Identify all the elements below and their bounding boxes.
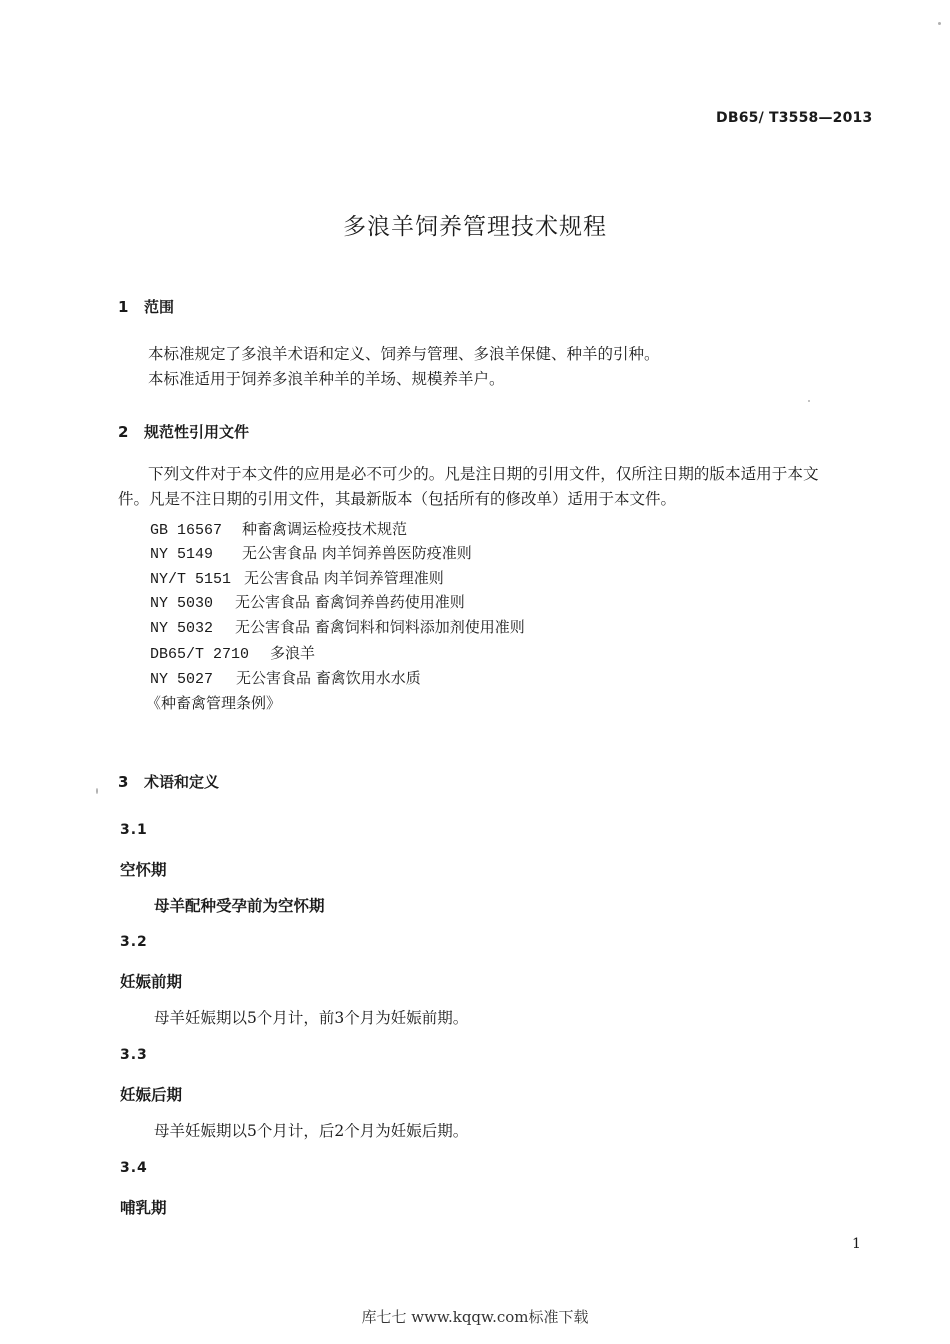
reference-name: 无公害食品 肉羊饲养管理准则 — [244, 569, 444, 587]
scan-speck — [938, 22, 941, 25]
reference-name: 无公害食品 肉羊饲养兽医防疫准则 — [242, 544, 472, 562]
section-1-number: 1 — [118, 298, 129, 316]
reference-name: 种畜禽调运检疫技术规范 — [242, 520, 408, 538]
term-name: 哺乳期 — [120, 1198, 167, 1217]
reference-item — [150, 667, 421, 688]
reference-item — [150, 518, 407, 539]
reference-code: NY 5030 — [150, 595, 214, 612]
section-1-paragraph: 本标准适用于饲养多浪羊种羊的羊场、规模养羊户。 — [148, 370, 505, 388]
document-title: 多浪羊饲养管理技术规程 — [343, 214, 607, 240]
reference-code: NY 5032 — [150, 620, 214, 637]
term-name: 空怀期 — [120, 860, 167, 879]
term-definition: 母羊配种受孕前为空怀期 — [154, 896, 325, 915]
regulation-reference: 《种畜禽管理条例》 — [146, 694, 282, 712]
term-number: 3.4 — [120, 1160, 148, 1176]
reference-item — [150, 642, 315, 663]
reference-item — [150, 567, 444, 588]
section-2-number: 2 — [118, 423, 129, 441]
reference-item — [150, 591, 465, 612]
reference-code: DB65/T 2710 — [150, 646, 250, 663]
footer-watermark: 库七七 www.kqqw.com标准下载 — [361, 1308, 589, 1326]
section-3-title: 术语和定义 — [144, 773, 220, 791]
section-1-paragraph: 本标准规定了多浪羊术语和定义、饲养与管理、多浪羊保健、种羊的引种。 — [148, 345, 660, 363]
reference-item — [150, 542, 472, 563]
reference-code: GB 16567 — [150, 522, 223, 539]
term-name: 妊娠后期 — [120, 1085, 183, 1104]
reference-code: NY 5027 — [150, 671, 214, 688]
scan-speck — [96, 788, 98, 794]
term-definition: 母羊妊娠期以5个月计，前3个月为妊娠前期。 — [154, 1009, 469, 1027]
reference-name: 无公害食品 畜禽饲料和饲料添加剂使用准则 — [235, 618, 525, 636]
section-3-heading — [118, 771, 219, 792]
reference-name: 无公害食品 畜禽饲养兽药使用准则 — [235, 593, 465, 611]
section-2-heading — [118, 421, 249, 442]
section-2-intro-line: 下列文件对于本文件的应用是必不可少的。凡是注日期的引用文件，仅所注日期的版本适用于本文 — [148, 465, 819, 483]
term-name: 妊娠前期 — [120, 972, 183, 991]
section-3-number: 3 — [118, 773, 129, 791]
reference-item — [150, 616, 525, 637]
term-number: 3.3 — [120, 1047, 148, 1063]
term-number: 3.2 — [120, 934, 148, 950]
reference-code: NY 5149 — [150, 546, 214, 563]
section-1-heading — [118, 296, 174, 317]
reference-code: NY/T 5151 — [150, 571, 232, 588]
scan-speck — [808, 400, 810, 402]
term-number: 3.1 — [120, 822, 148, 838]
section-1-title: 范围 — [144, 298, 175, 316]
page-number: 1 — [852, 1236, 861, 1252]
section-2-title: 规范性引用文件 — [144, 423, 250, 441]
term-definition: 母羊妊娠期以5个月计，后2个月为妊娠后期。 — [154, 1122, 469, 1140]
section-2-intro-line: 件。凡是不注日期的引用文件，其最新版本（包括所有的修改单）适用于本文件。 — [118, 490, 677, 508]
reference-name: 多浪羊 — [270, 644, 316, 662]
standard-number: DB65/ T3558—2013 — [716, 110, 873, 126]
reference-name: 无公害食品 畜禽饮用水水质 — [236, 669, 421, 687]
